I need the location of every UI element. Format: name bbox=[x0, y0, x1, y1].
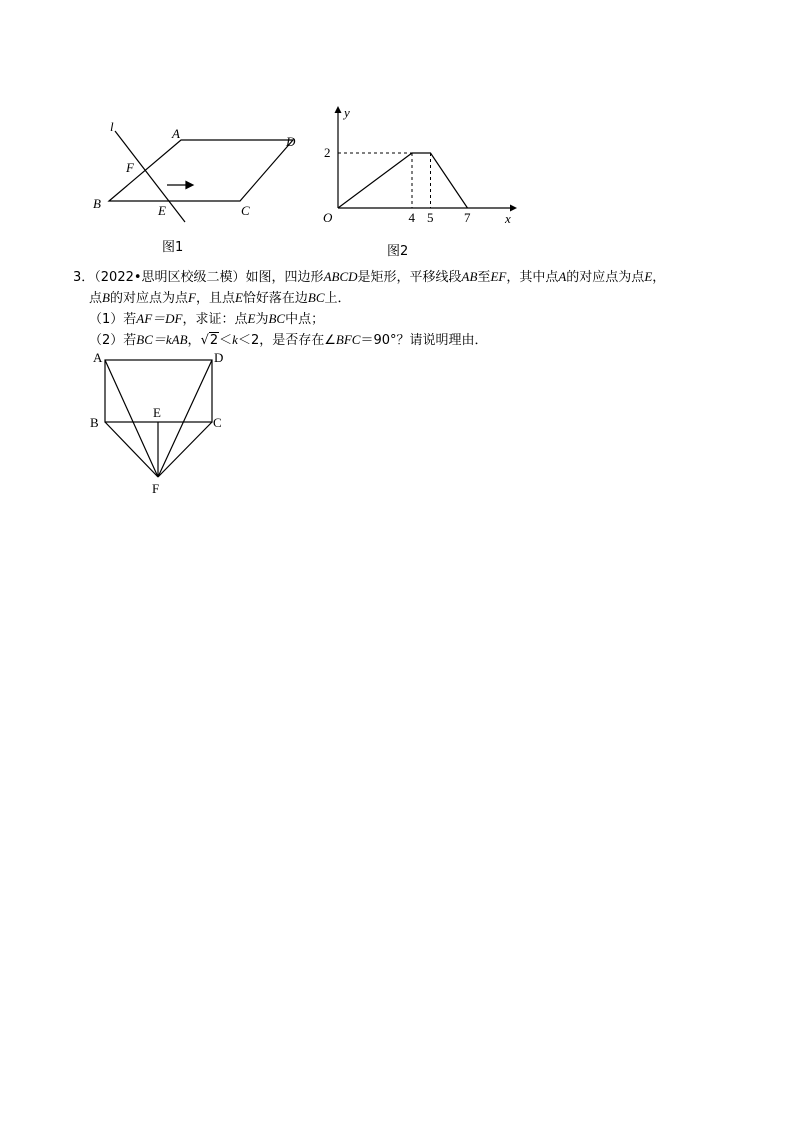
figure-1 bbox=[85, 115, 315, 230]
problem-3-line-1 bbox=[73, 266, 665, 288]
label-b: B bbox=[90, 415, 99, 430]
label-f: F bbox=[152, 481, 160, 496]
problem-3-line-2 bbox=[89, 287, 351, 309]
text: ，求证：点 bbox=[182, 312, 248, 327]
label-l: l bbox=[110, 119, 114, 134]
math-b: B bbox=[102, 290, 110, 305]
label-e: E bbox=[153, 405, 161, 420]
label-a: A bbox=[172, 126, 180, 141]
text: 是矩形，平移线段 bbox=[357, 270, 462, 285]
text: 点 bbox=[89, 291, 103, 306]
line-l bbox=[115, 131, 185, 222]
text: 的对应点为点 bbox=[566, 270, 645, 285]
sqrt-radicand: 2 bbox=[209, 333, 219, 348]
label-b: B bbox=[93, 196, 101, 211]
segment-df bbox=[158, 360, 212, 477]
label-f: F bbox=[126, 160, 134, 175]
y-axis-label: y bbox=[344, 105, 350, 120]
math-abcd: ABCD bbox=[323, 269, 358, 284]
figure-2-caption: 图2 bbox=[387, 244, 409, 259]
y-axis-arrow bbox=[335, 106, 342, 113]
text: 上． bbox=[324, 291, 351, 306]
text: ，其中点 bbox=[506, 270, 559, 285]
problem-3-question-1 bbox=[89, 308, 324, 330]
math-e: E bbox=[234, 290, 243, 305]
x-tick-label-7: 7 bbox=[464, 210, 471, 225]
text: 为 bbox=[255, 312, 269, 327]
label-d: D bbox=[214, 350, 224, 365]
parallelogram-abcd bbox=[109, 140, 293, 201]
text: 如图，四边形 bbox=[245, 270, 324, 285]
series-line bbox=[338, 153, 468, 208]
label-e: E bbox=[158, 203, 166, 218]
segment-bf bbox=[105, 422, 158, 477]
label-c: C bbox=[241, 203, 250, 218]
text: （2）若 bbox=[89, 333, 137, 348]
text: ， bbox=[652, 270, 666, 285]
text: 中点； bbox=[285, 312, 325, 327]
math-e: E bbox=[644, 269, 653, 284]
figure-2-graph bbox=[315, 100, 530, 230]
text: ，且点 bbox=[195, 291, 235, 306]
math-af-eq-df: AF＝DF bbox=[136, 311, 183, 326]
problem-source: （2022•思明区校级二模） bbox=[94, 270, 246, 285]
text: 的对应点为点 bbox=[109, 291, 188, 306]
sqrt-symbol: √2 bbox=[200, 333, 219, 348]
segment-af bbox=[105, 360, 158, 477]
figure-1-caption: 图1 bbox=[162, 240, 184, 255]
text: ， bbox=[187, 333, 201, 348]
x-tick-label-4: 4 bbox=[408, 210, 415, 225]
text: ＜ bbox=[219, 333, 233, 348]
math-bc-eq-kab: BC＝kAB bbox=[136, 332, 188, 347]
x-tick-label-5: 5 bbox=[427, 210, 434, 225]
math-k: k bbox=[232, 332, 238, 347]
label-d: D bbox=[286, 134, 296, 149]
y-tick-label-2: 2 bbox=[324, 145, 331, 160]
math-ab: AB bbox=[461, 269, 478, 284]
label-c: C bbox=[213, 415, 222, 430]
text: （1）若 bbox=[89, 312, 137, 327]
x-axis-arrow bbox=[510, 205, 517, 212]
text: 至 bbox=[477, 270, 491, 285]
x-axis-label: x bbox=[505, 211, 511, 226]
text: ＝90°？请说明理由． bbox=[360, 333, 488, 348]
problem-number: 3． bbox=[73, 270, 95, 285]
label-a: A bbox=[93, 350, 103, 365]
figure-3 bbox=[85, 345, 235, 500]
math-e: E bbox=[247, 311, 256, 326]
text: 恰好落在边 bbox=[242, 291, 308, 306]
math-bc: BC bbox=[307, 290, 325, 305]
math-bc: BC bbox=[268, 311, 286, 326]
math-f: F bbox=[187, 290, 196, 305]
math-a: A bbox=[558, 269, 567, 284]
text: ＜2，是否存在∠ bbox=[237, 333, 336, 348]
origin-label: O bbox=[323, 210, 333, 225]
segment-cf bbox=[158, 422, 212, 477]
math-ef: EF bbox=[490, 269, 507, 284]
math-angle-bfc: BFC bbox=[335, 332, 361, 347]
